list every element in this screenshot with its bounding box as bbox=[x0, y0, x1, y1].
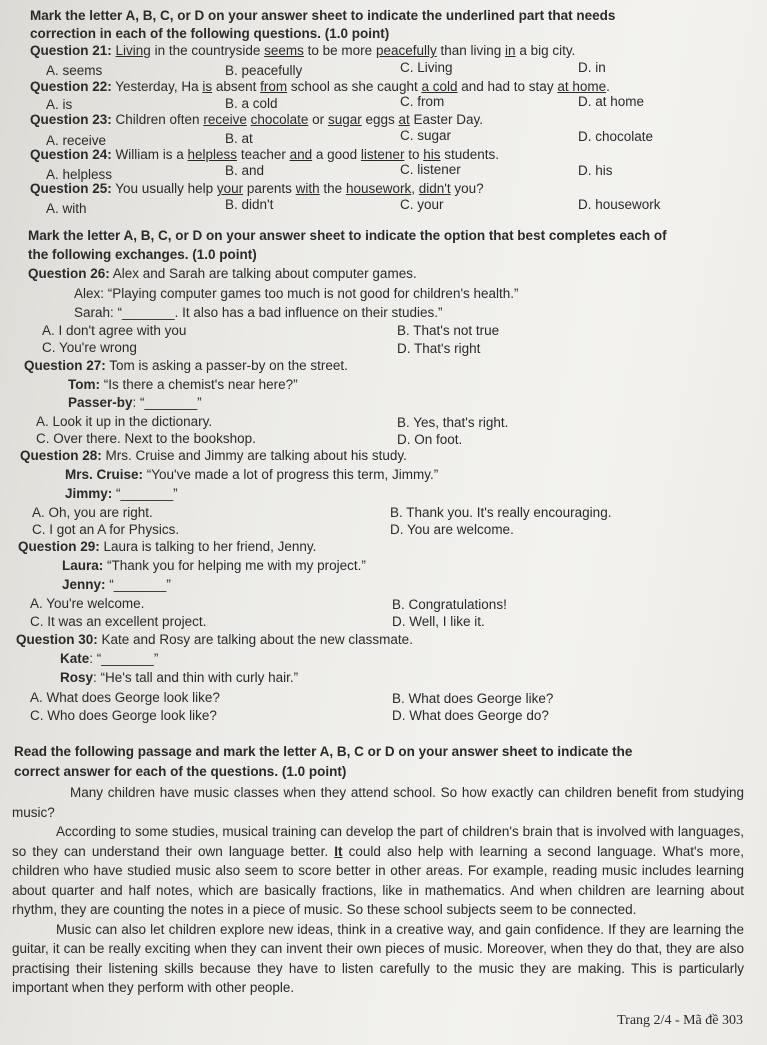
q27-option-c: C. Over there. Next to the bookshop. bbox=[36, 431, 256, 446]
question-23: Question 23: Children often receive chocolate or sugar eggs at Easter Day. bbox=[30, 112, 484, 127]
q30-option-c: C. Who does George look like? bbox=[30, 708, 217, 723]
q29-line-laura: Laura: “Thank you for helping me with my project.” bbox=[62, 558, 366, 573]
q29-option-c: C. It was an excellent project. bbox=[30, 614, 207, 629]
question-21: Question 21: Living in the countryside seems to be more peacefully than living in a big city. bbox=[30, 43, 576, 58]
q24-option-b: B. and bbox=[225, 163, 265, 178]
q26-option-c: C. You're wrong bbox=[42, 340, 137, 355]
q23-option-d: D. chocolate bbox=[578, 129, 654, 144]
question-30: Question 30: Kate and Rosy are talking about the new classmate. bbox=[16, 632, 413, 647]
q25-option-b: B. didn't bbox=[225, 197, 274, 212]
q30-line-rosy: Rosy: “He's tall and thin with curly hair.” bbox=[60, 670, 299, 685]
q21-option-b: B. peacefully bbox=[225, 63, 303, 78]
passage-underlined-it: It bbox=[334, 843, 343, 859]
q22-option-a: A. is bbox=[46, 97, 73, 112]
question-28: Question 28: Mrs. Cruise and Jimmy are talking about his study. bbox=[20, 448, 407, 463]
q30-line-kate: Kate: “_______” bbox=[60, 651, 159, 666]
section2-instruction-line2: the following exchanges. (1.0 point) bbox=[28, 247, 257, 262]
q28-option-c: C. I got an A for Physics. bbox=[32, 522, 180, 537]
q23-option-c: C. sugar bbox=[400, 128, 452, 143]
q29-option-b: B. Congratulations! bbox=[392, 597, 507, 612]
q25-option-d: D. housework bbox=[578, 197, 661, 212]
q21-option-d: D. in bbox=[578, 60, 606, 75]
q28-option-a: A. Oh, you are right. bbox=[32, 505, 153, 520]
q27-option-d: D. On foot. bbox=[397, 432, 463, 447]
q23-option-b: B. at bbox=[225, 131, 253, 146]
q27-option-b: B. Yes, that's right. bbox=[397, 415, 509, 430]
q28-line-jimmy: Jimmy: “_______” bbox=[65, 486, 178, 501]
q25-option-a: A. with bbox=[46, 201, 87, 216]
q21-option-c: C. Living bbox=[400, 60, 453, 75]
q29-line-jenny: Jenny: “_______” bbox=[62, 577, 171, 592]
page-footer: Trang 2/4 - Mã đề 303 bbox=[617, 1013, 743, 1028]
section2-instruction-line1: Mark the letter A, B, C, or D on your answer sheet to indicate the option that best completes each of bbox=[28, 228, 667, 243]
q26-option-b: B. That's not true bbox=[397, 323, 500, 338]
q27-option-a: A. Look it up in the dictionary. bbox=[36, 414, 213, 429]
q28-line-mrs-cruise: Mrs. Cruise: “You've made a lot of progress this term, Jimmy.” bbox=[65, 467, 439, 482]
q30-option-b: B. What does George like? bbox=[392, 691, 554, 706]
question-22: Question 22: Yesterday, Ha is absent from school as she caught a cold and had to stay at home. bbox=[30, 79, 610, 94]
q22-option-c: C. from bbox=[400, 94, 445, 109]
passage-paragraph-1: Many children have music classes when they attend school. So how exactly can children benefit from studying music? bbox=[12, 785, 744, 820]
q26-option-a: A. I don't agree with you bbox=[42, 323, 187, 338]
question-26: Question 26: Alex and Sarah are talking about computer games. bbox=[28, 266, 417, 281]
q29-option-d: D. Well, I like it. bbox=[392, 614, 485, 629]
q24-option-c: C. listener bbox=[400, 162, 461, 177]
q27-line-passer-by: Passer-by: “_______” bbox=[68, 395, 202, 410]
q25-option-c: C. your bbox=[400, 197, 444, 212]
q26-option-d: D. That's right bbox=[397, 341, 481, 356]
question-27: Question 27: Tom is asking a passer-by on the street. bbox=[24, 358, 348, 373]
q29-option-a: A. You're welcome. bbox=[30, 596, 145, 611]
q22-option-d: D. at home bbox=[578, 94, 645, 109]
question-24: Question 24: William is a helpless teacher and a good listener to his students. bbox=[30, 147, 500, 162]
question-29: Question 29: Laura is talking to her friend, Jenny. bbox=[18, 539, 317, 554]
section1-instruction-line1: Mark the letter A, B, C, or D on your answer sheet to indicate the underlined part that needs bbox=[30, 8, 616, 23]
q24-option-d: D. his bbox=[578, 163, 613, 178]
q26-line-sarah: Sarah: “_______. It also has a bad influence on their studies.” bbox=[74, 305, 443, 320]
q28-option-d: D. You are welcome. bbox=[390, 522, 514, 537]
q23-option-a: A. receive bbox=[46, 133, 107, 148]
q30-option-d: D. What does George do? bbox=[392, 708, 549, 723]
passage-paragraph-2: According to some studies, musical training can develop the part of children's brain that is involved with languages, so they can understand their own language better. It could also help with learning a second language. What's more, children who have studied music also seem to score better in other areas. For example, reading music includes learning about quarter and half notes, which are basically fractions, like in mathematics. And when children are learning about rhythm, they are counting the notes in a piece of music. So these school subjects seem to be connected. bbox=[12, 824, 744, 917]
section3-instruction-line1: Read the following passage and mark the letter A, B, C or D on your answer sheet to indicate the bbox=[14, 744, 633, 759]
q27-line-tom: Tom: “Is there a chemist's near here?” bbox=[68, 377, 298, 392]
q22-option-b: B. a cold bbox=[225, 96, 278, 111]
q24-option-a: A. helpless bbox=[46, 167, 113, 182]
q30-option-a: A. What does George look like? bbox=[30, 690, 220, 705]
section1-instruction-line2: correction in each of the following questions. (1.0 point) bbox=[30, 26, 390, 41]
question-25: Question 25: You usually help your parents with the housework, didn't you? bbox=[30, 181, 484, 196]
section3-instruction-line2: correct answer for each of the questions. (1.0 point) bbox=[14, 764, 347, 779]
q28-option-b: B. Thank you. It's really encouraging. bbox=[390, 505, 612, 520]
passage-paragraph-3: Music can also let children explore new ideas, think in a creative way, and gain confidence. If they are learning the guitar, it can be really exciting when they can invent their own pieces of music. Moreover, when they do that, they are also practising their listening skills because they have to listen carefully to the music they are making. This is particularly important when they perform with other people. bbox=[12, 921, 744, 995]
reading-passage bbox=[12, 783, 744, 998]
q26-line-alex: Alex: “Playing computer games too much is not good for children's health.” bbox=[74, 286, 519, 301]
q21-option-a: A. seems bbox=[46, 63, 103, 78]
